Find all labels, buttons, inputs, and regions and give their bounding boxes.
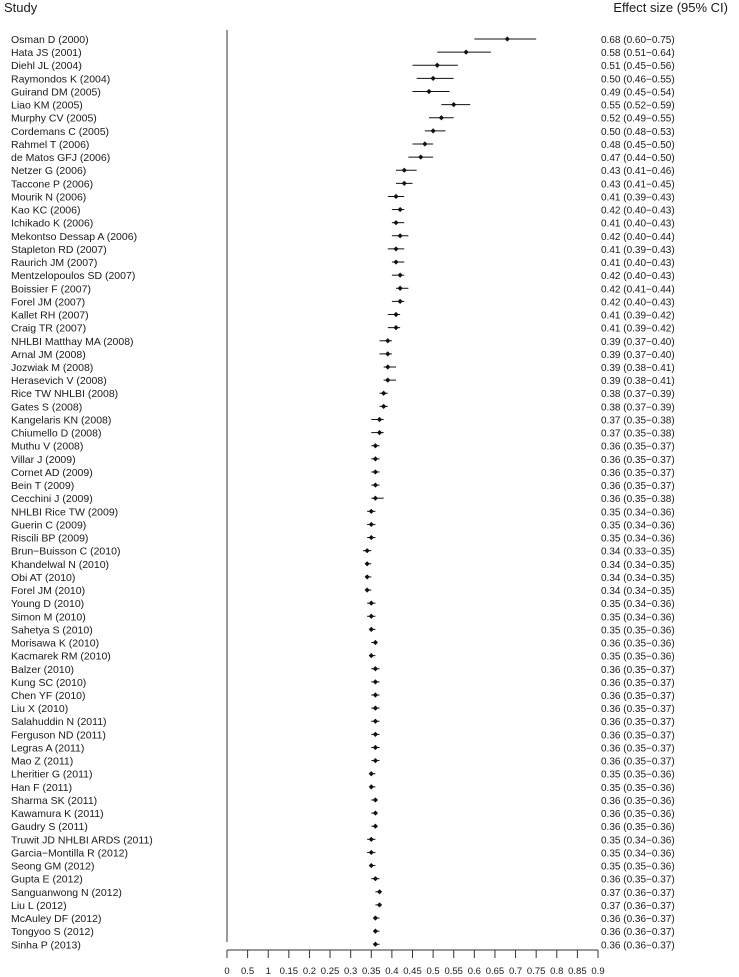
study-name: Gaudry S (2011) [11,821,88,834]
effect-size-label: 0.35 (0.35−0.36) [601,769,675,781]
effect-size-column-header: Effect size (95% CI) [613,0,728,15]
effect-point [402,168,407,173]
x-tick-label: 0.6 [467,966,481,977]
study-name: Kacmarek RM (2010) [11,650,111,663]
study-name: Villar J (2009) [11,453,76,466]
study-name: Arnal JM (2008) [11,348,86,361]
effect-point [393,325,398,330]
effect-point [381,391,386,396]
study-name: Kangelaris KN (2008) [11,414,112,427]
study-name: Osman D (2000) [11,34,89,46]
effect-size-label: 0.41 (0.39−0.43) [601,192,675,204]
x-tick-label: 0 [224,966,230,977]
effect-size-label: 0.42 (0.40−0.43) [601,297,675,309]
effect-size-label: 0.51 (0.45−0.56) [601,61,675,73]
effect-point [365,574,370,579]
effect-point [393,220,398,225]
effect-size-label: 0.50 (0.46−0.55) [601,74,675,86]
effect-point [377,430,382,435]
effect-point [365,561,370,566]
effect-size-label: 0.39 (0.38−0.41) [601,376,675,388]
effect-point [373,679,378,684]
effect-size-label: 0.36 (0.35−0.38) [601,494,675,506]
x-tick-label: 0.5 [426,966,440,977]
effect-size-label: 0.39 (0.37−0.40) [601,336,675,348]
study-name: Kallet RH (2007) [11,309,89,322]
effect-size-label: 0.42 (0.41−0.44) [601,284,675,296]
effect-point [369,653,374,658]
effect-point [377,417,382,422]
effect-point [373,456,378,461]
effect-point [369,627,374,632]
x-tick-label: 1 [265,966,271,977]
effect-size-label: 0.42 (0.40−0.43) [601,271,675,283]
effect-point [365,548,370,553]
study-name: Liu X (2010) [11,703,69,716]
x-tick-label: 0.25 [320,966,340,977]
effect-size-label: 0.58 (0.51−0.64) [601,48,675,60]
effect-point [373,824,378,829]
effect-point [439,115,444,120]
x-tick-label: 0.5 [241,966,255,977]
effect-size-label: 0.36 (0.35−0.36) [601,638,675,650]
effect-size-label: 0.41 (0.39−0.42) [601,310,675,322]
study-name: Cordemans C (2005) [11,125,110,138]
effect-size-label: 0.35 (0.34−0.36) [601,612,675,624]
effect-size-label: 0.35 (0.35−0.36) [601,861,675,873]
effect-point [373,758,378,763]
effect-size-label: 0.36 (0.35−0.37) [601,730,675,742]
study-name: McAuley DF (2012) [11,913,102,926]
effect-size-label: 0.35 (0.34−0.36) [601,835,675,847]
study-name: Kawamura K (2011) [11,808,104,821]
study-name: Mourik N (2006) [11,191,87,204]
effect-size-label: 0.39 (0.37−0.40) [601,349,675,361]
x-tick-label: 0.55 [444,966,463,977]
study-name: Sinha P (2013) [11,939,81,952]
effect-size-label: 0.34 (0.33−0.35) [601,546,675,558]
study-name: Mao Z (2011) [11,755,74,768]
study-name: Truwit JD NHLBI ARDS (2011) [11,834,153,847]
study-name: Guirand DM (2005) [11,86,101,99]
x-tick-label: 0.8 [550,966,564,977]
study-name: Garcia−Montilla R (2012) [11,847,129,860]
study-name: Lheritier G (2011) [11,768,93,781]
effect-size-label: 0.36 (0.35−0.37) [601,441,675,453]
effect-point [431,76,436,81]
study-name: Tongyoo S (2012) [11,926,94,939]
study-name: Netzer G (2006) [11,165,87,178]
x-tick-label: 0.4 [385,966,399,977]
study-name: Stapleton RD (2007) [11,243,107,256]
effect-size-label: 0.41 (0.39−0.43) [601,244,675,256]
effect-size-label: 0.36 (0.36−0.37) [601,927,675,939]
effect-size-label: 0.42 (0.40−0.44) [601,231,675,243]
effect-point [398,299,403,304]
effect-size-label: 0.36 (0.35−0.37) [601,664,675,676]
x-tick-label: 0.7 [508,966,523,977]
effect-size-label: 0.55 (0.52−0.59) [601,100,675,112]
effect-size-label: 0.49 (0.45−0.54) [601,87,675,99]
effect-point [385,378,390,383]
effect-size-label: 0.43 (0.41−0.46) [601,166,675,178]
effect-size-label: 0.47 (0.44−0.50) [601,153,675,165]
study-name: Chen YF (2010) [11,690,86,702]
effect-point [402,181,407,186]
study-name: Sahetya S (2010) [11,624,93,637]
study-name: Chiumello D (2008) [11,427,102,440]
effect-point [377,889,382,894]
effect-size-label: 0.35 (0.34−0.36) [601,507,675,519]
study-name: Forel JM (2010) [11,585,86,598]
effect-point [377,902,382,907]
effect-size-label: 0.35 (0.34−0.36) [601,848,675,860]
effect-size-label: 0.36 (0.35−0.37) [601,756,675,768]
study-column-header: Study [4,0,38,15]
effect-point [369,784,374,789]
study-name: Gupta E (2012) [11,873,83,886]
study-name: Cornet AD (2009) [11,466,93,479]
effect-size-label: 0.39 (0.38−0.41) [601,363,675,374]
x-tick-label: 0.35 [362,966,381,977]
study-name: Han F (2011) [11,781,73,794]
effect-size-label: 0.36 (0.35−0.37) [601,454,675,466]
study-name: Sanguanwong N (2012) [11,886,122,899]
study-name: Hata JS (2001) [11,47,82,60]
effect-size-label: 0.35 (0.35−0.36) [601,651,675,663]
effect-point [381,404,386,409]
study-name: Murphy CV (2005) [11,112,97,125]
study-name: Jozwiak M (2008) [11,362,94,374]
effect-size-label: 0.36 (0.35−0.37) [601,743,675,755]
effect-size-label: 0.36 (0.35−0.37) [601,704,675,716]
study-name: NHLBI Matthay MA (2008) [11,335,134,348]
effect-point [385,364,390,369]
effect-size-label: 0.36 (0.35−0.37) [601,874,675,886]
study-name: Sharma SK (2011) [11,794,98,807]
study-name: Guerin C (2009) [11,519,87,532]
effect-size-label: 0.41 (0.40−0.43) [601,218,675,230]
effect-point [373,496,378,501]
study-name: Boissier F (2007) [11,283,91,296]
effect-size-label: 0.36 (0.35−0.37) [601,691,675,702]
effect-point [398,286,403,291]
effect-point [369,509,374,514]
effect-point [373,666,378,671]
study-name: Bein T (2009) [11,480,75,493]
study-name: Riscili BP (2009) [11,532,89,545]
effect-point [373,732,378,737]
effect-size-label: 0.35 (0.34−0.36) [601,599,675,611]
effect-size-label: 0.36 (0.35−0.37) [601,677,675,689]
effect-point [373,942,378,947]
effect-point [393,194,398,199]
study-name: Raurich JM (2007) [11,257,98,270]
effect-point [373,929,378,934]
study-name: Legras A (2011) [11,742,85,755]
effect-size-label: 0.36 (0.36−0.37) [601,914,675,926]
effect-point [426,89,431,94]
effect-point [398,233,403,238]
effect-size-label: 0.36 (0.35−0.37) [601,481,675,493]
study-name: NHLBI Rice TW (2009) [11,506,119,519]
effect-point [435,63,440,68]
study-name: Simon M (2010) [11,611,86,624]
effect-point [369,535,374,540]
effect-size-label: 0.34 (0.34−0.35) [601,559,675,571]
study-name: Herasevich V (2008) [11,375,107,388]
effect-point [373,797,378,802]
effect-point [369,771,374,776]
effect-point [369,850,374,855]
effect-point [422,141,427,146]
effect-size-label: 0.36 (0.35−0.37) [601,717,675,729]
study-name: Mentzelopoulos SD (2007) [11,270,136,283]
effect-point [418,154,423,159]
study-name: Muthu V (2008) [11,440,84,453]
study-name: Craig TR (2007) [11,322,87,335]
effect-point [373,745,378,750]
effect-size-label: 0.36 (0.35−0.36) [601,809,675,821]
x-tick-label: 0.3 [344,966,358,977]
effect-point [373,719,378,724]
effect-point [505,36,510,41]
effect-size-label: 0.50 (0.48−0.53) [601,126,675,138]
study-name: Taccone P (2006) [11,178,94,191]
effect-point [398,207,403,212]
study-name: Seong GM (2012) [11,860,95,873]
effect-point [369,837,374,842]
study-name: Salahuddin N (2011) [11,716,107,729]
effect-size-label: 0.37 (0.35−0.38) [601,415,675,427]
effect-point [398,273,403,278]
effect-size-label: 0.68 (0.60−0.75) [601,35,675,46]
effect-point [393,312,398,317]
study-name: Raymondos K (2004) [11,73,111,86]
effect-point [369,522,374,527]
effect-point [393,259,398,264]
effect-size-label: 0.38 (0.37−0.39) [601,402,675,414]
study-name: Young D (2010) [11,598,85,611]
effect-point [373,469,378,474]
study-name: Khandelwal N (2010) [11,558,110,571]
effect-size-label: 0.37 (0.36−0.37) [601,887,675,899]
study-name: Kao KC (2006) [11,204,81,217]
study-name: Mekontso Dessap A (2006) [11,230,138,243]
study-name: Morisawa K (2010) [11,637,100,650]
effect-point [369,614,374,619]
effect-point [373,692,378,697]
x-tick-label: 0.9 [591,966,605,977]
study-name: Gates S (2008) [11,401,83,414]
effect-size-label: 0.42 (0.40−0.43) [601,205,675,217]
effect-size-label: 0.35 (0.35−0.36) [601,782,675,794]
effect-size-label: 0.34 (0.34−0.35) [601,586,675,598]
effect-point [373,706,378,711]
effect-point [385,351,390,356]
effect-point [373,443,378,448]
study-name: Rice TW NHLBI (2008) [11,388,119,401]
x-tick-label: 0.75 [526,966,546,977]
study-name: Ichikado K (2006) [11,217,94,230]
study-name: Diehl JL (2004) [11,60,82,73]
effect-size-label: 0.43 (0.41−0.45) [601,179,675,191]
study-name: Balzer (2010) [11,663,75,676]
effect-size-label: 0.36 (0.35−0.37) [601,467,675,479]
study-name: Kung SC (2010) [11,676,87,689]
study-name: Brun−Buisson C (2010) [11,545,121,558]
effect-point [373,482,378,487]
study-name: Ferguson ND (2011) [11,729,106,742]
x-tick-label: 0.65 [485,966,505,977]
effect-point [373,876,378,881]
study-name: Rahmel T (2006) [11,138,90,151]
effect-size-label: 0.48 (0.45−0.50) [601,139,675,151]
effect-size-label: 0.37 (0.35−0.38) [601,428,675,440]
study-name: Liu L (2012) [11,899,67,912]
effect-size-label: 0.52 (0.49−0.55) [601,113,675,125]
effect-point [373,640,378,645]
effect-size-label: 0.36 (0.36−0.37) [601,940,675,952]
effect-size-label: 0.35 (0.34−0.36) [601,533,675,545]
effect-size-label: 0.35 (0.34−0.36) [601,520,675,532]
study-name: Cecchini J (2009) [11,493,93,506]
effect-point [393,246,398,251]
effect-point [385,338,390,343]
effect-point [365,587,370,592]
effect-point [451,102,456,107]
x-tick-label: 0.45 [403,966,422,977]
effect-size-label: 0.41 (0.40−0.43) [601,258,675,270]
study-name: Obi AT (2010) [11,571,76,584]
effect-point [463,50,468,55]
effect-size-label: 0.36 (0.35−0.36) [601,822,675,834]
effect-point [369,863,374,868]
effect-point [373,915,378,920]
study-name: Liao KM (2005) [11,99,83,112]
effect-size-label: 0.36 (0.35−0.36) [601,795,675,807]
effect-size-label: 0.41 (0.39−0.42) [601,323,675,335]
effect-size-label: 0.37 (0.36−0.37) [601,900,675,912]
effect-size-label: 0.38 (0.37−0.39) [601,389,675,401]
study-name: de Matos GFJ (2006) [11,152,111,165]
x-tick-label: 0.15 [279,966,299,977]
x-tick-label: 0.2 [302,966,317,977]
x-tick-label: 0.85 [568,966,587,977]
effect-point [431,128,436,133]
effect-point [373,810,378,815]
effect-size-label: 0.34 (0.34−0.35) [601,572,675,584]
effect-size-label: 0.35 (0.35−0.36) [601,625,675,637]
study-name: Forel JM (2007) [11,296,86,309]
effect-point [369,601,374,606]
